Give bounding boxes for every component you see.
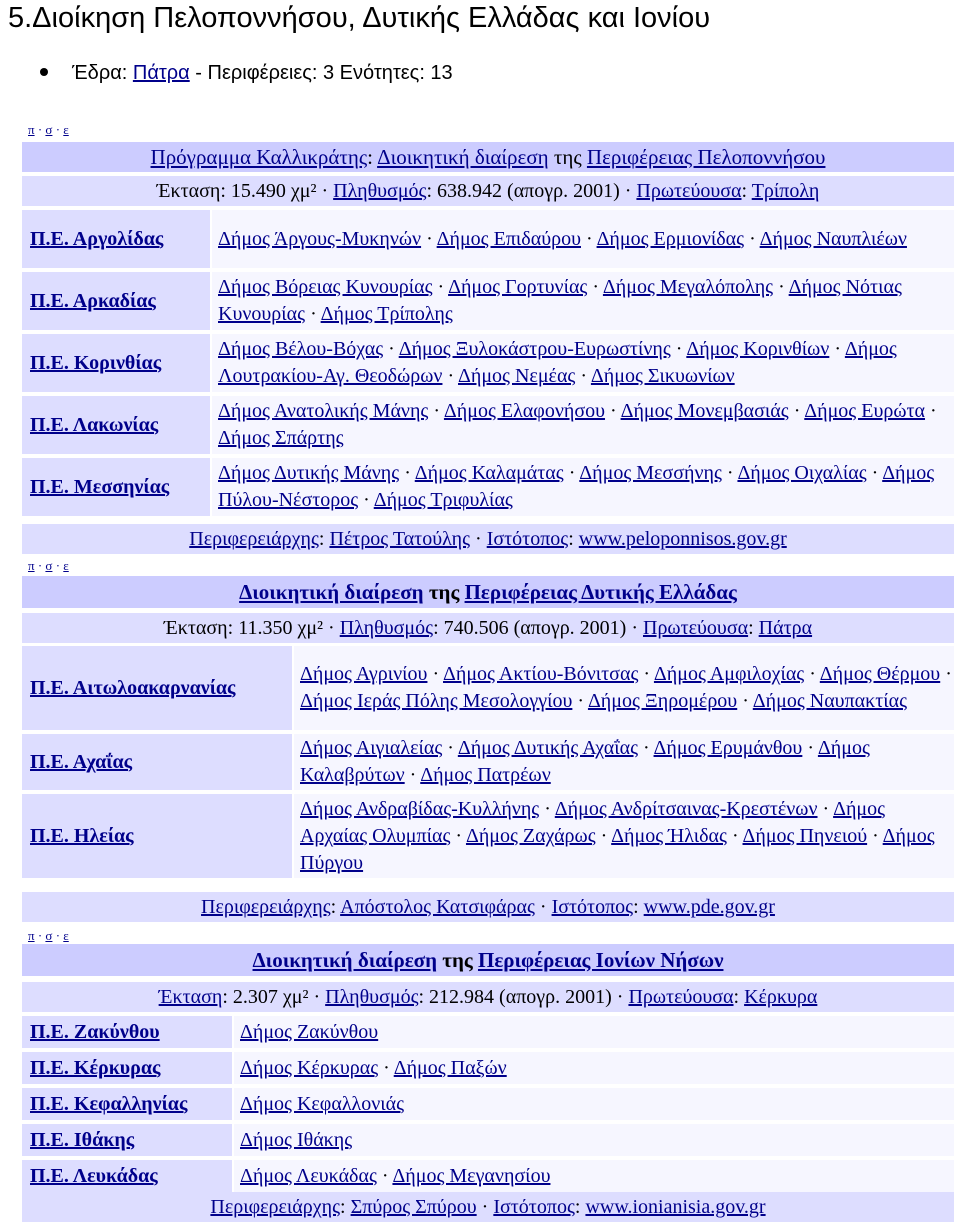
municipality-link[interactable]: Δήμος Επιδαύρου [436,227,581,250]
list-separator: · [804,663,820,685]
capital-sep: : [733,986,740,1008]
talk-link[interactable]: σ [45,558,53,573]
region-info [22,613,954,643]
municipality-link[interactable]: Δήμος Ξυλοκάστρου-Ευρωστίνης [398,338,671,360]
navbox-ionian-islands [22,926,954,1226]
list-separator: · [427,663,444,685]
municipality-link[interactable]: Δήμος Ξηρομέρου [587,690,738,712]
navbox-title [22,944,954,976]
population-link[interactable]: Πληθυσμός [339,617,434,639]
intro-rest: - Περιφέρειες: 3 Ενότητες: 13 [195,62,453,84]
website-label-link[interactable]: Ιστότοπος [551,896,634,918]
list-separator: · [442,737,458,759]
area-value: : 15.490 χμ² · [220,180,329,202]
municipality-link[interactable]: Δήμος Δυτικής Αχαΐας [457,737,638,759]
list-separator: · [595,824,612,847]
municipality-link[interactable]: Δήμος Δυτικής Μάνης [218,462,400,484]
municipality-link[interactable]: Δήμος Ερμιονίδας [596,227,745,250]
list-separator: · [376,1164,393,1187]
population-link[interactable]: Πληθυσμός [333,180,427,202]
division-link[interactable]: Διοικητική διαίρεση [239,580,424,604]
regional-unit-link[interactable]: Π.Ε. Αιτωλοακαρνανίας [30,676,236,699]
municipality-link[interactable]: Δήμος Μεσσήνης [579,462,722,484]
municipality-link[interactable]: Δήμος Ανδρίτσαινας-Κρεστένων [554,797,818,820]
municipality-link[interactable]: Δήμος Λουτρακίου-Αγ. Θεοδώρων [218,338,897,387]
region-footer [22,892,954,922]
group-label [22,334,210,392]
municipality-link[interactable]: Δήμος Μεγανησίου [392,1164,551,1187]
navbox-title [22,142,954,172]
capital-sep: : [741,180,748,202]
group-label [22,1052,232,1084]
view-link[interactable]: π [28,558,35,573]
footer-sep: · [539,896,547,918]
municipality-list [212,272,954,330]
list-separator: · [581,227,597,250]
talk-link[interactable]: σ [45,928,53,943]
capital-link[interactable]: Πρωτεύουσα [643,617,749,639]
group-label [22,1160,232,1192]
municipality-link[interactable]: Δήμος Νότιας Κυνουρίας [218,276,902,325]
municipality-list [294,646,954,730]
municipality-link[interactable]: Δήμος Μονεμβασιάς [620,400,789,422]
list-separator: · [940,663,952,685]
capital-link[interactable]: Πρωτεύουσα [628,986,734,1008]
area-label: Έκταση [163,617,228,639]
municipality-list [234,1160,954,1192]
website-label-link[interactable]: Ιστότοπος [493,1196,575,1218]
group-label [22,1124,232,1156]
list-separator: · [428,400,444,422]
municipality-link[interactable]: Δήμος Λευκάδας [240,1164,377,1187]
view-link[interactable]: π [28,928,35,943]
navbox-controls: π · σ · ε [28,558,69,573]
list-separator: · [404,764,421,786]
website-url-link[interactable]: www.ionianisia.gov.gr [585,1196,766,1218]
navbox-western-greece [22,556,954,926]
area-value: : 2.307 χμ² · [222,986,321,1008]
municipality-link[interactable]: Δήμος Θέρμου [819,663,941,685]
municipality-link[interactable]: Δήμος Ελαφονήσου [443,400,606,422]
footer-sep: · [475,528,482,550]
list-separator: · [788,400,805,422]
list-separator: · [358,489,374,511]
municipality-link[interactable]: Δήμος Ναυπακτίας [752,690,908,712]
municipality-link[interactable]: Δήμος Κορινθίων [686,338,830,360]
municipality-list [294,794,954,878]
municipality-list [234,1124,954,1156]
municipality-link[interactable]: Δήμος Πατρέων [420,764,551,786]
region-footer [22,524,954,554]
website-sep: : [568,528,574,550]
edit-link[interactable]: ε [63,928,69,943]
regional-unit-link[interactable]: Π.Ε. Μεσσηνίας [30,475,170,498]
capital-link[interactable]: Πρωτεύουσα [636,180,742,202]
list-separator: · [539,797,555,820]
footer-sep: · [481,1196,489,1218]
region-link[interactable]: Περιφέρειας Δυτικής Ελλάδας [464,580,737,604]
edit-link[interactable]: ε [63,558,69,573]
regional-unit-link[interactable]: Π.Ε. Αχαΐας [30,750,133,773]
region-info [22,176,954,206]
municipality-link[interactable]: Δήμος Αιγιαλείας [300,737,443,759]
division-link[interactable]: Διοικητική διαίρεση [252,948,438,972]
population-value: : 638.942 (απογρ. 2001) · [426,180,632,202]
municipality-link[interactable]: Δήμος Γορτυνίας [448,276,588,298]
list-separator: · [726,824,743,847]
list-separator: · [572,690,588,712]
kallikratis-link[interactable]: Πρόγραμμα Καλλικράτης [150,145,368,169]
talk-link[interactable]: σ [45,122,53,137]
municipality-link[interactable]: Δήμος Άργους-Μυκηνών [218,227,422,250]
municipality-link[interactable]: Δήμος Ερυμάνθου [653,737,803,759]
municipality-link[interactable]: Δήμος Ακτίου-Βόνιτσας [443,663,639,685]
list-separator: · [802,737,818,759]
municipality-link[interactable]: Δήμος Ανδραβίδας-Κυλλήνης [300,797,540,820]
municipality-link[interactable]: Δήμος Σπάρτης [218,427,344,449]
list-separator: · [638,663,654,685]
municipality-link[interactable]: Δήμος Αμφιλοχίας [653,663,805,685]
municipality-list [294,734,954,790]
group-label [22,734,292,790]
regional-unit-link[interactable]: Π.Ε. Ιθάκης [30,1128,135,1151]
seat-label: Έδρα: [72,62,128,84]
area-label: Έκταση [156,180,221,202]
municipality-link[interactable]: Δήμος Καλαβρύτων [300,737,870,786]
website-label-link[interactable]: Ιστότοπος [486,528,569,550]
municipality-link[interactable]: Δήμος Ευρώτα [804,400,926,422]
list-separator: · [867,824,883,847]
governor-name-link[interactable]: Σπύρος Σπύρου [350,1196,477,1218]
list-separator: · [670,338,687,360]
municipality-list [234,1052,954,1084]
municipality-list [234,1088,954,1120]
governor-link[interactable]: Περιφερειάρχης [189,528,319,550]
governor-link[interactable]: Περιφερειάρχης [210,1196,341,1218]
list-separator: · [421,227,437,250]
list-separator: · [829,338,845,360]
navbox-controls: π · σ · ε [28,122,69,137]
population-link[interactable]: Πληθυσμός [325,986,419,1008]
regional-unit-link[interactable]: Π.Ε. Κορινθίας [30,351,162,374]
municipality-link[interactable]: Δήμος Τριφυλίας [373,489,513,511]
governor-name-link[interactable]: Πέτρος Τατούλης [329,528,471,550]
region-link[interactable]: Περιφέρειας Ιονίων Νήσων [477,948,724,972]
title-join: της [548,145,587,169]
title-join: της [423,580,465,604]
municipality-link[interactable]: Δήμος Μεγαλόπολης [602,276,774,298]
municipality-link[interactable]: Δήμος Πηνειού [742,824,868,847]
list-separator: · [575,365,591,387]
municipality-link[interactable]: Δήμος Ζαχάρως [465,824,596,847]
governor-sep: : [340,1196,346,1218]
group-label [22,1016,232,1048]
regional-unit-link[interactable]: Π.Ε. Ζακύνθου [30,1020,160,1043]
governor-name-link[interactable]: Απόστολος Κατσιφάρας [340,896,535,918]
group-label [22,646,292,730]
municipality-link[interactable]: Δήμος Αρχαίας Ολυμπίας [300,797,886,847]
list-separator: · [378,1056,394,1079]
group-label [22,272,210,330]
municipality-link[interactable]: Δήμος Πύργου [300,824,935,874]
website-url-link[interactable]: www.peloponnisos.gov.gr [578,528,787,550]
capital-city-link[interactable]: Κέρκυρα [744,986,818,1008]
page-title: 5.Διοίκηση Πελοποννήσου, Δυτικής Ελλάδας και Ιονίου [8,2,711,34]
website-url-link[interactable]: www.pde.gov.gr [643,896,775,918]
group-label [22,794,292,878]
municipality-list [212,334,954,392]
group-label [22,458,210,516]
regional-unit-link[interactable]: Π.Ε. Αρκαδίας [30,289,156,312]
municipality-link[interactable]: Δήμος Καλαμάτας [414,462,564,484]
region-footer [22,1192,954,1222]
list-separator: · [737,690,753,712]
regional-unit-link[interactable]: Π.Ε. Κέρκυρας [30,1056,161,1079]
municipality-link[interactable]: Δήμος Τρίπολης [320,303,453,325]
population-value: : 740.506 (απογρ. 2001) · [433,617,638,639]
list-separator: · [866,462,883,484]
list-separator: · [442,365,459,387]
division-link[interactable]: Διοικητική διαίρεση [377,145,549,169]
list-separator: · [587,276,603,298]
municipality-link[interactable]: Δήμος Κεφαλλονιάς [240,1092,405,1115]
municipality-link[interactable]: Δήμος Πύλου-Νέστορος [218,462,935,511]
region-info [22,982,954,1012]
area-value: : 11.350 χμ² · [227,617,335,639]
regional-unit-link[interactable]: Π.Ε. Κεφαλληνίας [30,1092,188,1115]
municipality-link[interactable]: Δήμος Ζακύνθου [240,1020,379,1043]
municipality-list [212,458,954,516]
governor-sep: : [318,528,325,550]
population-value: : 212.984 (απογρ. 2001) · [418,986,624,1008]
municipality-link[interactable]: Δήμος Παξών [393,1056,507,1079]
intro-bullet [40,62,453,85]
regional-unit-link[interactable]: Π.Ε. Λακωνίας [30,413,159,436]
governor-sep: : [330,896,337,918]
governor-link[interactable]: Περιφερειάρχης [201,896,331,918]
list-separator: · [399,462,415,484]
edit-link[interactable]: ε [63,122,69,137]
municipality-link[interactable]: Δήμος Βόρειας Κυνουρίας [218,276,433,298]
seat-city-link[interactable]: Πάτρα [132,62,190,84]
municipality-list [212,396,954,454]
area-link[interactable]: Έκταση [158,986,223,1008]
list-separator: · [817,797,834,820]
municipality-link[interactable]: Δήμος Ιθάκης [240,1128,353,1151]
municipality-link[interactable]: Δήμος Νεμέας [458,365,576,387]
website-sep: : [633,896,639,918]
group-label [22,1088,232,1120]
list-separator: · [637,737,654,759]
list-separator: · [383,338,399,360]
municipality-link[interactable]: Δήμος Οιχαλίας [737,462,867,484]
municipality-list [212,210,954,268]
municipality-link[interactable]: Δήμος Βέλου-Βόχας [218,338,384,360]
regional-unit-link[interactable]: Π.Ε. Λευκάδας [30,1164,158,1187]
municipality-link[interactable]: Δήμος Ναυπλιέων [759,227,907,250]
municipality-link[interactable]: Δήμος Ιεράς Πόλης Μεσολογγίου [300,690,573,712]
navbox-controls: π · σ · ε [28,928,69,943]
capital-sep: : [748,617,754,639]
list-separator: · [925,400,937,422]
website-sep: : [574,1196,581,1218]
title-sep: : [367,145,378,169]
regional-unit-link[interactable]: Π.Ε. Αργολίδας [30,227,164,250]
regional-unit-link[interactable]: Π.Ε. Ηλείας [30,824,134,847]
view-link[interactable]: π [28,122,35,137]
list-separator: · [432,276,449,298]
municipality-link[interactable]: Δήμος Ανατολικής Μάνης [218,400,429,422]
municipality-link[interactable]: Δήμος Αγρινίου [300,663,428,685]
region-link[interactable]: Περιφέρειας Πελοποννήσου [586,145,826,169]
municipality-link[interactable]: Δήμος Σικυωνίων [590,365,735,387]
capital-city-link[interactable]: Πάτρα [758,617,813,639]
capital-city-link[interactable]: Τρίπολη [751,180,820,202]
list-separator: · [605,400,621,422]
municipality-link[interactable]: Δήμος Κέρκυρας [240,1056,379,1079]
navbox-title [22,576,954,608]
list-separator: · [450,824,466,847]
group-label [22,396,210,454]
municipality-list [234,1016,954,1048]
list-separator: · [721,462,738,484]
list-separator: · [744,227,760,250]
navbox-peloponnese [22,118,954,554]
title-join: της [437,948,478,972]
bullet-icon [40,68,48,76]
list-separator: · [563,462,580,484]
municipality-link[interactable]: Δήμος Ήλιδας [611,824,727,847]
list-separator: · [305,303,321,325]
list-separator: · [773,276,789,298]
group-label [22,210,210,268]
